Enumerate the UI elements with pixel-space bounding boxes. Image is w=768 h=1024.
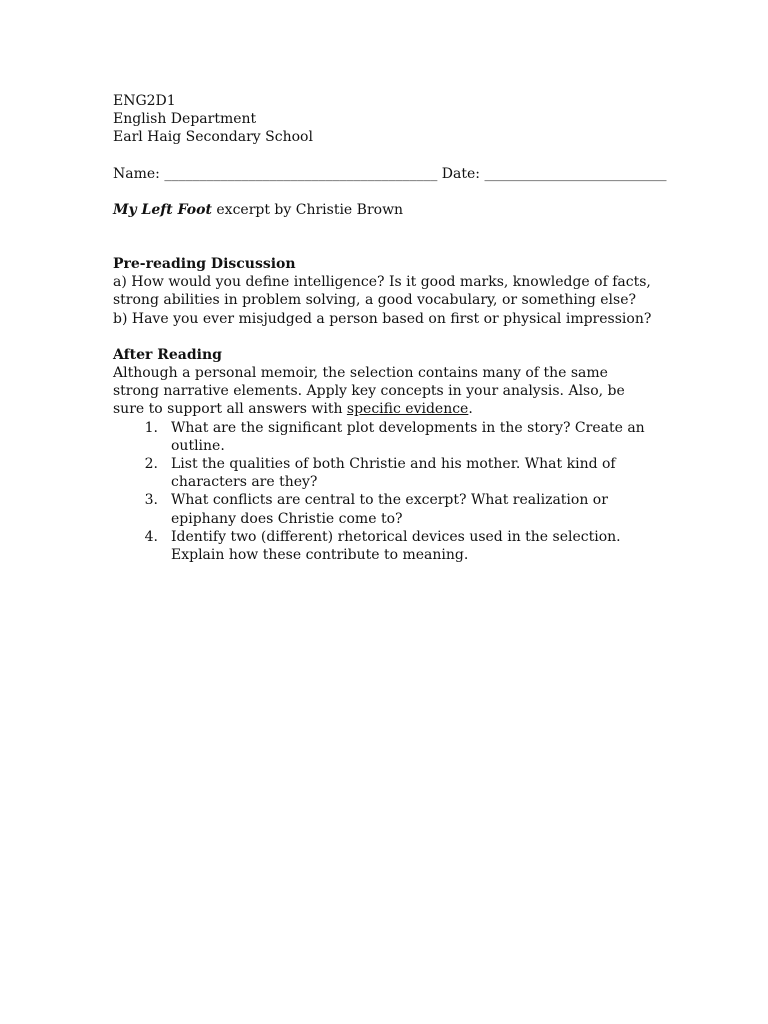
- question-number: 2.: [144, 456, 158, 473]
- intro-end: .: [468, 401, 473, 418]
- date-label: Date:: [441, 165, 480, 182]
- reading-title: [113, 201, 658, 219]
- after-reading-heading: After Reading: [113, 346, 222, 363]
- question-text: Identify two (different) rhetorical devices used in the selection. Explain how these contribute to meaning.: [171, 528, 621, 564]
- after-reading-intro: [113, 364, 658, 419]
- pre-reading-heading: Pre-reading Discussion: [113, 256, 296, 273]
- question-text: What conflicts are central to the excerpt? What realization or epiphany does Christie come to?: [171, 492, 608, 527]
- document-page: [113, 92, 667, 564]
- after-reading-questions: [113, 419, 658, 565]
- work-title: My Left Foot: [113, 201, 212, 218]
- specific-evidence-text: specific evidence: [346, 401, 469, 418]
- intro-text: Although a personal memoir, the selection contains many of the same strong narrative elements. Apply key concepts in your analysis. Also, be sure to support all answers with: [113, 365, 625, 418]
- department-name: English Department: [113, 111, 257, 128]
- course-code: ENG2D1: [113, 93, 176, 109]
- name-date-line: [113, 165, 667, 183]
- name-label: Name:: [113, 165, 160, 182]
- question-text: List the qualities of both Christie and his mother. What kind of characters are they?: [171, 456, 616, 491]
- question-number: 4.: [144, 528, 158, 545]
- date-blank: __________________________: [484, 165, 667, 182]
- question-number: 3.: [144, 492, 158, 509]
- school-name: Earl Haig Secondary School: [113, 129, 313, 146]
- title-rest: excerpt by Christie Brown: [211, 201, 404, 218]
- pre-reading-question-b: b) Have you ever misjudged a person based on first or physical impression?: [113, 310, 652, 327]
- list-item: [113, 455, 658, 491]
- list-item: [113, 528, 658, 564]
- question-text: What are the significant plot developments in the story? Create an outline.: [171, 419, 645, 454]
- question-number: 1.: [144, 419, 158, 436]
- pre-reading-question-a: a) How would you define intelligence? Is it good marks, knowledge of facts, strong abilities in problem solving, a good vocabulary, or something else?: [113, 274, 651, 309]
- list-item: [113, 419, 658, 455]
- name-blank: _______________________________________: [164, 165, 438, 182]
- list-item: [113, 491, 658, 527]
